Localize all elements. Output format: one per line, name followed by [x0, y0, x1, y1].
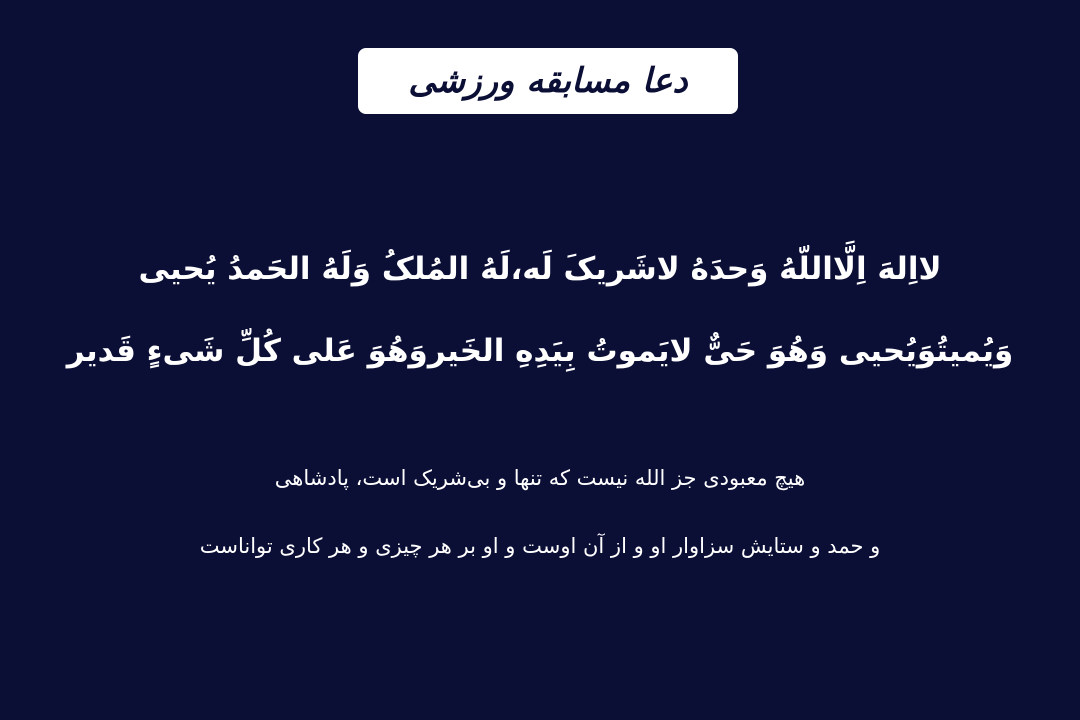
page-title: دعا مسابقه ورزشی [408, 61, 688, 101]
arabic-line-2: وَیُمیتُوَیُحیی وَهُوَ حَیٌّ لایَموتُ بِیَدِهِ الخَیروَهُوَ عَلی کُلِّ شَیءٍ قَدیر [66, 333, 1014, 369]
title-box [358, 48, 738, 114]
persian-translation [40, 444, 1040, 580]
persian-line-1: هیچ معبودی جز الله نیست که تنها و بی‌شریک است، پادشاهی [274, 466, 806, 490]
arabic-line-1: لااِلهَ اِلَّااللّهُ وَحدَهُ لاشَریکَ لَه،لَهُ المُلکُ وَلَهُ الحَمدُ یُحیی [138, 251, 942, 287]
arabic-prayer-text [20, 228, 1060, 392]
persian-line-2: و حمد و ستایش سزاوار او و از آن اوست و او بر هر چیزی و هر کاری تواناست [199, 534, 881, 558]
